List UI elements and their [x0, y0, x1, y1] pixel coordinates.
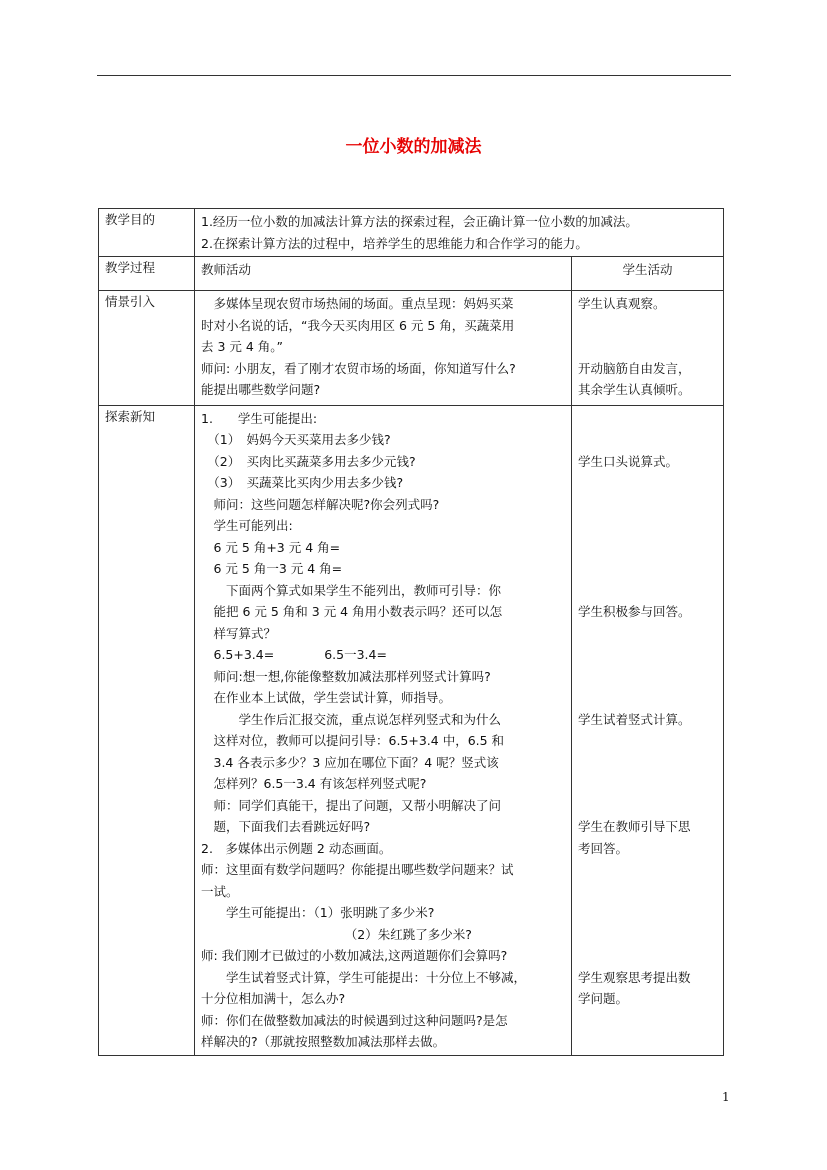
explore-line: 学生可能提出：（1）张明跳了多少米? — [201, 905, 435, 920]
explore-line: 一试。 — [201, 883, 239, 899]
intro-student — [572, 291, 724, 406]
goal-row — [99, 209, 724, 257]
intro-teacher-line: 多媒体呈现农贸市场热闹的场面。重点呈现：妈妈买菜 — [201, 296, 514, 311]
teacher-header: 教师活动 — [195, 257, 572, 291]
page-number: 1 — [722, 1090, 730, 1104]
student-activity: 学生在教师引导下思 — [578, 819, 691, 834]
student-activity: 学生试着竖式计算。 — [578, 711, 691, 727]
explore-line: （1） 妈妈今天买菜用去多少钱? — [201, 432, 391, 447]
explore-line: 2. 多媒体出示例题 2 动态画面。 — [201, 840, 392, 856]
student-activity: 考回答。 — [578, 840, 629, 856]
header-rule — [97, 75, 731, 76]
explore-line: 师：同学们真能干，提出了问题，又帮小明解决了问 — [201, 797, 502, 813]
explore-student — [572, 405, 724, 1055]
intro-teacher-line: 能提出哪些数学问题? — [201, 382, 321, 397]
student-activity: 学生口头说算式。 — [578, 453, 679, 469]
explore-line: 6 元 5 角一3 元 4 角= — [201, 561, 343, 576]
explore-line: 题，下面我们去看跳远好吗? — [201, 819, 371, 834]
explore-line: 师问：这些问题怎样解决呢?你会列式吗? — [201, 496, 440, 512]
explore-line: 师：这里面有数学问题吗？你能提出哪些数学问题来？试 — [201, 862, 514, 877]
explore-line: 1. 学生可能提出: — [201, 410, 318, 426]
intro-teacher-line: 师问: 小朋友，看了刚才农贸市场的场面，你知道写什么? — [201, 360, 516, 376]
student-activity: 开动脑筋自由发言， — [578, 360, 691, 376]
intro-label: 情景引入 — [99, 291, 195, 406]
explore-line: 怎样列？6.5一3.4 有该怎样列竖式呢? — [201, 776, 427, 791]
explore-line: 样写算式？ — [201, 625, 277, 641]
intro-teacher — [195, 291, 572, 406]
student-activity: 其余学生认真倾听。 — [578, 382, 691, 397]
explore-row — [99, 405, 724, 1055]
intro-teacher-line: 去 3 元 4 角。” — [201, 339, 284, 354]
explore-line: 学生作后汇报交流，重点说怎样列竖式和为什么 — [201, 711, 502, 727]
student-activity: 学生认真观察。 — [578, 296, 666, 311]
explore-line: 师问:想一想,你能像整数加减法那样列竖式计算吗? — [201, 668, 491, 684]
explore-label: 探索新知 — [99, 405, 195, 1055]
explore-line: 师: 我们刚才已做过的小数加减法,这两道题你们会算吗? — [201, 948, 508, 963]
explore-line: 样解决的?（那就按照整数加减法那样去做。 — [201, 1034, 446, 1049]
goal-label: 教学目的 — [99, 209, 195, 257]
explore-line: （2） 买肉比买蔬菜多用去多少元钱? — [201, 453, 416, 469]
explore-line: 在作业本上试做，学生尝试计算，师指导。 — [201, 690, 452, 705]
process-label: 教学过程 — [99, 257, 195, 291]
intro-row — [99, 291, 724, 406]
student-header: 学生活动 — [572, 257, 724, 291]
explore-line: 学生可能列出: — [201, 518, 293, 533]
explore-line: （3） 买蔬菜比买肉少用去多少钱? — [201, 475, 404, 490]
explore-line: 师：你们在做整数加减法的时候遇到过这种问题吗?是怎 — [201, 1012, 508, 1028]
goal-line-1: 1.经历一位小数的加减法计算方法的探索过程，会正确计算一位小数的加减法。 — [201, 214, 638, 229]
explore-line: 学生试着竖式计算，学生可能提出：十分位上不够减， — [201, 969, 527, 985]
explore-line: 能把 6 元 5 角和 3 元 4 角用小数表示吗？还可以怎 — [201, 604, 503, 619]
explore-line: （2）朱红跳了多少米? — [201, 926, 472, 942]
explore-line: 这样对位，教师可以提问引导：6.5+3.4 中，6.5 和 — [201, 733, 505, 748]
page-title: 一位小数的加减法 — [345, 137, 482, 157]
explore-line: 十分位相加满十，怎么办? — [201, 991, 346, 1006]
explore-line: 6 元 5 角+3 元 4 角= — [201, 539, 341, 555]
lesson-plan-table — [98, 208, 724, 1056]
student-activity: 学问题。 — [578, 991, 629, 1006]
explore-teacher — [195, 405, 572, 1055]
goal-line-2: 2.在探索计算方法的过程中，培养学生的思维能力和合作学习的能力。 — [201, 235, 588, 251]
header-row — [99, 257, 724, 291]
goal-content — [195, 209, 724, 257]
student-activity: 学生观察思考提出数 — [578, 969, 691, 985]
student-activity: 学生积极参与回答。 — [578, 604, 691, 619]
explore-line: 6.5+3.4= 6.5一3.4= — [201, 647, 387, 662]
explore-line: 下面两个算式如果学生不能列出，教师可引导：你 — [201, 582, 502, 598]
explore-line: 3.4 各表示多少？3 应加在哪位下面？4 呢？竖式该 — [201, 754, 499, 770]
intro-teacher-line: 时对小名说的话，“我今天买肉用区 6 元 5 角，买蔬菜用 — [201, 317, 515, 333]
